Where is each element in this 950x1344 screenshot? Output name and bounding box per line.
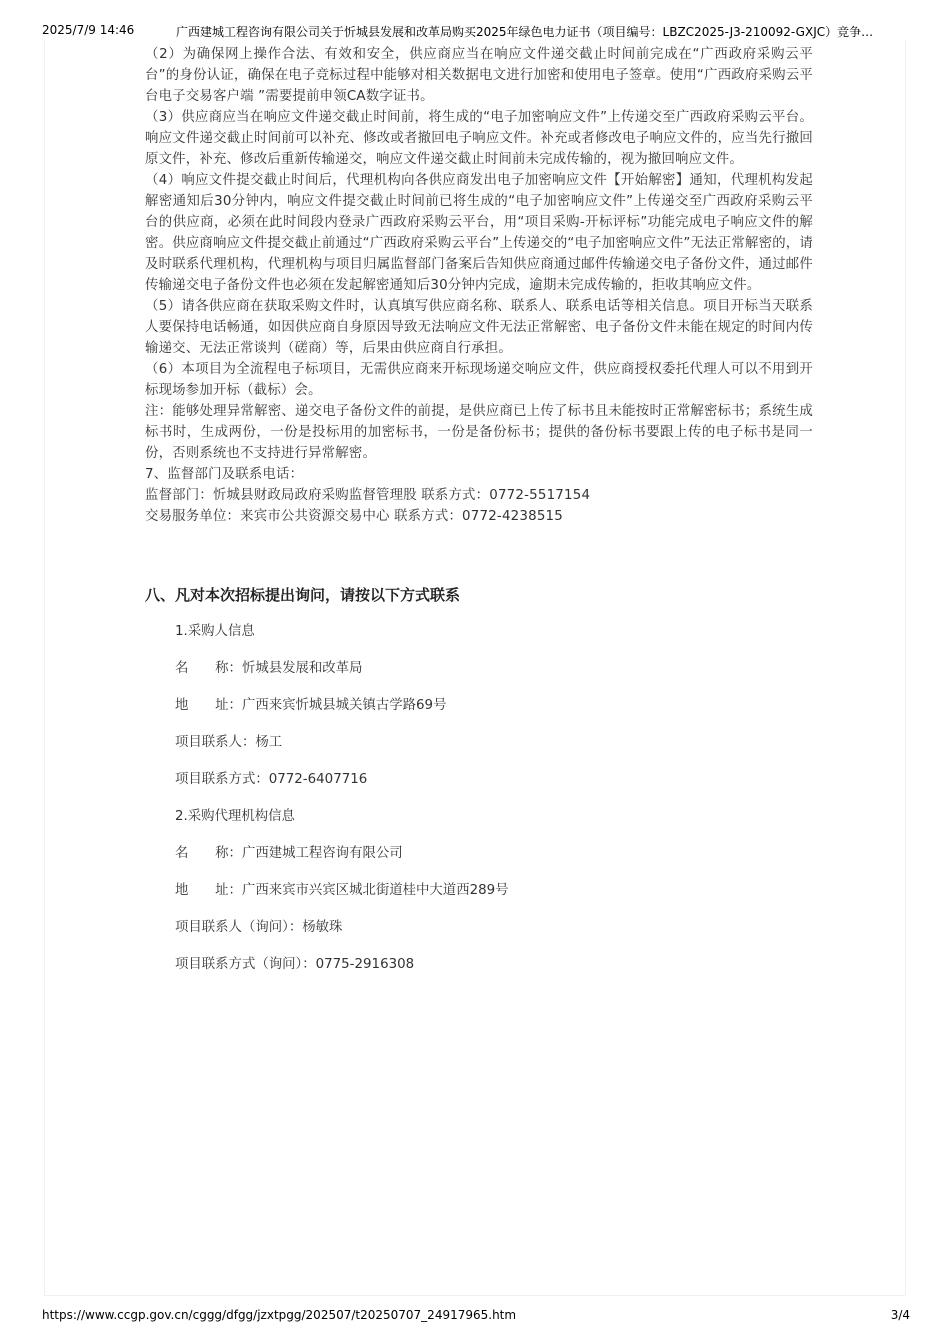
paragraph-item-2: （2）为确保网上操作合法、有效和安全，供应商应当在响应文件递交截止时间前完成在“广西政府采购云平台”的身份认证，确保在电子竞标过程中能够对相关数据电文进行加密和使用电子签章。使用“广西政府采购云平台电子交易客户端 ”需要提前申领CA数字证书。 — [145, 47, 813, 104]
agency-name: 名 称：广西建城工程咨询有限公司 — [175, 846, 403, 861]
purchaser-info-heading: 1.采购人信息 — [175, 624, 255, 639]
print-footer — [0, 1306, 950, 1330]
document-body — [145, 44, 813, 527]
agency-contact-person: 项目联系人（询问）：杨敏珠 — [175, 920, 343, 935]
paragraph-item-3: （3）供应商应当在响应文件递交截止时间前，将生成的“电子加密响应文件”上传递交至广西政府采购云平台。响应文件递交截止时间前可以补充、修改或者撤回电子响应文件。补充或者修改电子响应文件的，应当先行撤回原文件，补充、修改后重新传输递交，响应文件递交截止时间前未完成传输的，视为撤回响应文件。 — [145, 110, 813, 167]
purchaser-address: 地 址：广西来宾忻城县城关镇古学路69号 — [175, 698, 447, 713]
print-page-title: 广西建城工程咨询有限公司关于忻城县发展和改革局购买2025年绿色电力证书（项目编号：LBZC2025-J3-210092-GXJC）竞争… — [176, 25, 874, 39]
paragraph-item-5: （5）请各供应商在获取采购文件时，认真填写供应商名称、联系人、联系电话等相关信息。项目开标当天联系人要保持电话畅通，如因供应商自身原因导致无法响应文件无法正常解密、电子备份文件未能在规定的时间内传输递交、无法正常谈判（磋商）等，后果由供应商自行承担。 — [145, 299, 813, 356]
purchaser-name: 名 称：忻城县发展和改革局 — [175, 661, 363, 676]
section-heading-contact: 八、凡对本次招标提出询问，请按以下方式联系 — [145, 586, 461, 604]
trading-service-unit: 交易服务单位：来宾市公共资源交易中心 联系方式：0772-4238515 — [145, 509, 563, 524]
agency-contact-phone: 项目联系方式（询问）：0775-2916308 — [175, 957, 415, 972]
supervision-heading: 7、监督部门及联系电话： — [145, 467, 304, 482]
agency-info-heading: 2.采购代理机构信息 — [175, 809, 295, 824]
paragraph-item-6: （6）本项目为全流程电子标项目，无需供应商来开标现场递交响应文件，供应商授权委托代理人可以不用到开标现场参加开标（截标）会。 — [145, 362, 813, 398]
agency-address: 地 址：广西来宾市兴宾区城北街道桂中大道西289号 — [175, 883, 509, 898]
purchaser-contact-phone: 项目联系方式：0772-6407716 — [175, 772, 368, 787]
print-header — [0, 0, 950, 40]
supervision-department: 监督部门：忻城县财政局政府采购监督管理股 联系方式：0772-5517154 — [145, 488, 591, 503]
contact-info-block — [175, 622, 775, 992]
paragraph-item-4: （4）响应文件提交截止时间后，代理机构向各供应商发出电子加密响应文件【开始解密】通知，代理机构发起解密通知后30分钟内，响应文件提交截止时间前已将生成的“电子加密响应文件”上传递交至广西政府采购云平台的供应商，必须在此时间段内登录广西政府采购云平台，用“项目采购-开标评标”功能完成电子响应文件的解密。供应商响应文件提交截止前通过“广西政府采购云平台”上传递交的“电子加密响应文件”无法正常解密的，请及时联系代理机构，代理机构与项目归属监督部门备案后告知供应商通过邮件传输递交电子备份文件，通过邮件传输递交电子备份文件也必须在发起解密通知后30分钟内完成，逾期未完成传输的，拒收其响应文件。 — [145, 173, 813, 293]
purchaser-contact-person: 项目联系人：杨工 — [175, 735, 283, 750]
paragraph-note: 注：能够处理异常解密、递交电子备份文件的前提，是供应商已上传了标书且未能按时正常解密标书；系统生成标书时，生成两份，一份是投标用的加密标书，一份是备份标书；提供的备份标书要跟上传的电子标书是同一份，否则系统也不支持进行异常解密。 — [145, 404, 813, 461]
print-datetime: 2025/7/9 14:46 — [42, 23, 135, 37]
page-number: 3/4 — [890, 1308, 910, 1322]
print-url: https://www.ccgp.gov.cn/cggg/dfgg/jzxtpgg/202507/t20250707_24917965.htm — [42, 1308, 517, 1322]
